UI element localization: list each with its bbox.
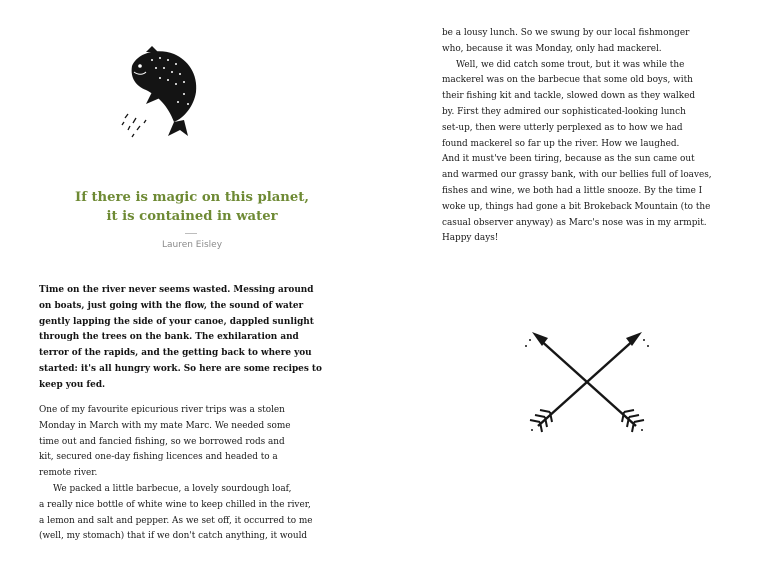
text-line: keep you fed. [39,379,106,390]
text-line: mackerel was on the barbecue that some old boys, with [442,75,693,86]
text-line: One of my favourite epicurious river trips was a stolen [39,405,285,415]
body-text-right [442,26,712,247]
text-line: woke up, things had gone a bit Brokeback Mountain (to the [442,201,711,212]
text-line: a really nice bottle of white wine to keep chilled in the river, [39,499,311,510]
body-text-left [39,403,313,545]
text-line: Time on the river never seems wasted. Messing around [39,285,314,295]
quote-line: it is contained in water [106,209,278,224]
text-line: by. First they admired our sophisticated-looking lunch [442,106,686,117]
crossed-arrows-icon [518,326,656,438]
text-line: fishes and wine, we both had a little snooze. By the time I [442,185,703,196]
text-line: And it must've been tiring, because as the sun came out [442,154,695,165]
quote-line: If there is magic on this planet, [75,190,309,205]
text-line: be a lousy lunch. So we swung by our local fishmonger [442,28,690,38]
text-line: set-up, then were utterly perplexed as to how we had [442,122,683,133]
text-line: kit, secured one-day fishing licences and headed to a [39,452,278,463]
text-line: Happy days! [442,233,499,244]
text-line: Monday in March with my mate Marc. We needed some [39,420,291,431]
text-line: who, because it was Monday, only had mackerel. [442,43,662,54]
text-line: terror of the rapids, and the getting back to where you [39,348,312,359]
text-line: and warmed our grassy bank, with our bellies full of loaves, [442,170,712,181]
text-line: casual observer anyway) as Marc's nose was in my armpit. [442,217,707,228]
text-line: through the trees on the bank. The exhilaration and [39,332,299,343]
text-line: started: it's all hungry work. So here are some recipes to [39,363,322,374]
text-line: gently lapping the side of your canoe, dappled sunlight [39,316,314,327]
text-line: a lemon and salt and pepper. As we set off, it occurred to me [39,515,313,526]
leaping-fish-icon [118,46,206,138]
text-line: remote river. [39,468,98,479]
text-line: on boats, just going with the flow, the sound of water [39,300,304,311]
quote-divider [185,233,197,234]
quote-author: Lauren Eisley [161,240,223,250]
text-line: We packed a little barbecue, a lovely sourdough loaf, [53,483,292,494]
text-line: time out and fancied fishing, so we borrowed rods and [39,436,285,447]
text-line: Well, we did catch some trout, but it was while the [456,59,685,70]
intro-paragraph [39,283,322,394]
text-line: their fishing kit and tackle, slowed down as they walked [442,91,696,102]
text-line: (well, my stomach) that if we don't catch anything, it would [39,531,308,542]
text-line: found mackerel so far up the river. How we laughed. [442,138,680,149]
epigraph-quote [40,188,344,226]
